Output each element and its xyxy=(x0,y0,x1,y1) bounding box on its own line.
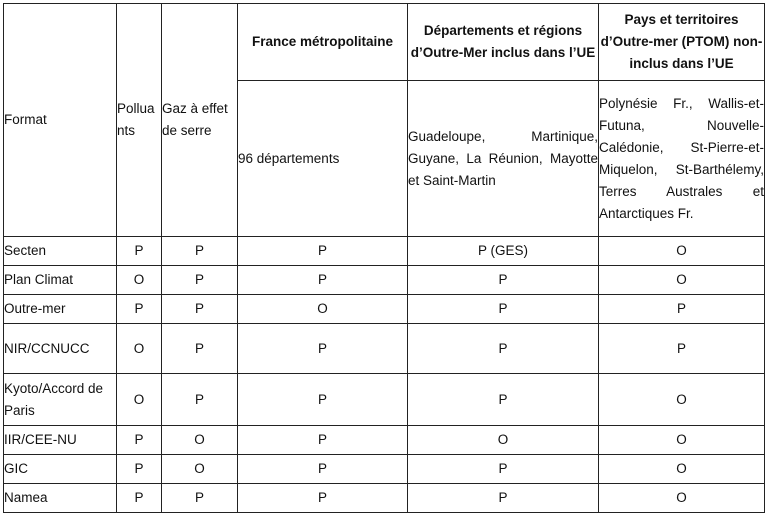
cell-dom: P xyxy=(408,266,599,295)
cell-dom: P (GES) xyxy=(408,237,599,266)
cell-ptom: O xyxy=(599,426,765,455)
cell-ptom: O xyxy=(599,374,765,426)
subheader-ptom: Polynésie Fr., Wallis-et-Futuna, Nouvelle-Calédonie, St-Pierre-et-Miquelon, St-Barthélemy, Terres Australes et Antarctiques Fr. xyxy=(599,81,765,237)
cell-dom: O xyxy=(408,426,599,455)
format-coverage-table xyxy=(3,3,765,513)
cell-polluants: O xyxy=(117,374,162,426)
cell-ges: P xyxy=(162,484,238,513)
row-format: Plan Climat xyxy=(4,266,117,295)
cell-dom: P xyxy=(408,484,599,513)
header-polluants: Polluants xyxy=(117,4,162,237)
subheader-dom: Guadeloupe, Martinique, Guyane, La Réunion, Mayotte et Saint-Martin xyxy=(408,81,599,237)
cell-polluants: O xyxy=(117,324,162,374)
row-format: Secten xyxy=(4,237,117,266)
table-row xyxy=(4,266,765,295)
cell-ptom: P xyxy=(599,295,765,324)
subheader-france: 96 départements xyxy=(238,81,408,237)
cell-ges: P xyxy=(162,324,238,374)
row-format: IIR/CEE-NU xyxy=(4,426,117,455)
header-france: France métropolitaine xyxy=(238,4,408,81)
table-row xyxy=(4,295,765,324)
cell-polluants: P xyxy=(117,295,162,324)
cell-polluants: O xyxy=(117,266,162,295)
cell-france: P xyxy=(238,237,408,266)
cell-ptom: O xyxy=(599,484,765,513)
cell-polluants: P xyxy=(117,455,162,484)
cell-polluants: P xyxy=(117,237,162,266)
header-dom: Départements et régions d’Outre-Mer inclus dans l’UE xyxy=(408,4,599,81)
cell-france: O xyxy=(238,295,408,324)
cell-france: P xyxy=(238,484,408,513)
row-format: Namea xyxy=(4,484,117,513)
header-ges: Gaz à effet de serre xyxy=(162,4,238,237)
cell-ptom: O xyxy=(599,455,765,484)
header-format: Format xyxy=(4,4,117,237)
cell-ges: P xyxy=(162,295,238,324)
table-row xyxy=(4,455,765,484)
row-format: GIC xyxy=(4,455,117,484)
cell-france: P xyxy=(238,426,408,455)
cell-france: P xyxy=(238,266,408,295)
table-row xyxy=(4,484,765,513)
cell-ges: P xyxy=(162,266,238,295)
cell-ges: O xyxy=(162,426,238,455)
cell-dom: P xyxy=(408,295,599,324)
cell-ges: O xyxy=(162,455,238,484)
cell-dom: P xyxy=(408,374,599,426)
cell-ges: P xyxy=(162,374,238,426)
header-row xyxy=(4,4,765,81)
table-row xyxy=(4,237,765,266)
table-row xyxy=(4,324,765,374)
cell-dom: P xyxy=(408,324,599,374)
cell-france: P xyxy=(238,324,408,374)
table-row xyxy=(4,374,765,426)
cell-ptom: P xyxy=(599,324,765,374)
cell-france: P xyxy=(238,374,408,426)
cell-ptom: O xyxy=(599,237,765,266)
cell-dom: P xyxy=(408,455,599,484)
row-format: Outre-mer xyxy=(4,295,117,324)
row-format: Kyoto/Accord de Paris xyxy=(4,374,117,426)
row-format: NIR/CCNUCC xyxy=(4,324,117,374)
header-ptom: Pays et territoires d’Outre-mer (PTOM) non-inclus dans l’UE xyxy=(599,4,765,81)
cell-ptom: O xyxy=(599,266,765,295)
cell-france: P xyxy=(238,455,408,484)
cell-ges: P xyxy=(162,237,238,266)
cell-polluants: P xyxy=(117,484,162,513)
cell-polluants: P xyxy=(117,426,162,455)
table-row xyxy=(4,426,765,455)
